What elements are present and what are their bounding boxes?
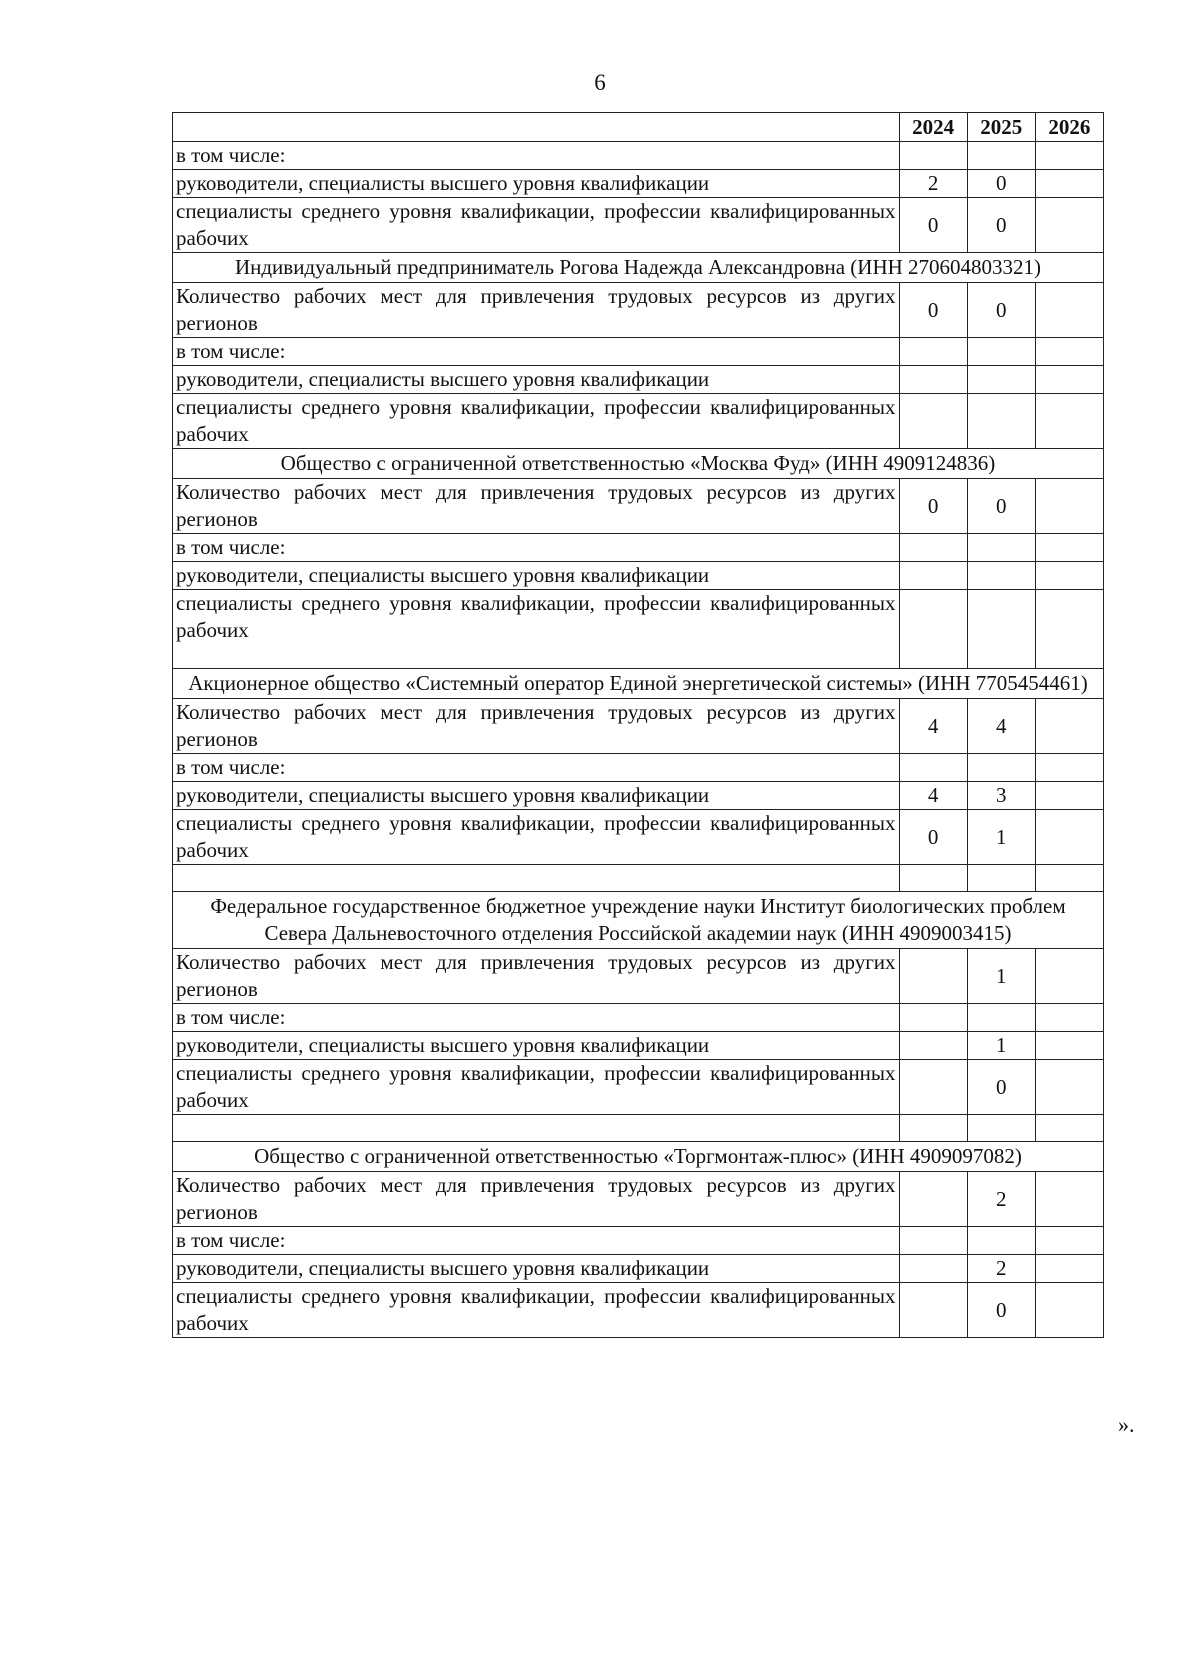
value-cell [967,366,1035,394]
value-cell [1035,1283,1103,1338]
value-cell [899,1283,967,1338]
value-cell [1035,283,1103,338]
value-cell [1035,1032,1103,1060]
org-name: Общество с ограниченной ответственностью «Торгмонтаж-плюс» (ИНН 4909097082) [173,1142,1104,1172]
including-label: в том числе: [173,338,900,366]
page-number: 6 [594,70,606,95]
specialists-label: специалисты среднего уровня квалификации, профессии квалифицированных рабочих [173,810,900,865]
including-label: в том числе: [173,1227,900,1255]
total-label: Количество рабочих мест для привлечения трудовых ресурсов из других регионов [173,699,900,754]
table-row [173,534,1104,562]
table-row [173,949,1104,1004]
total-label: Количество рабочих мест для привлечения трудовых ресурсов из других регионов [173,283,900,338]
value-cell: 0 [967,170,1035,198]
org-name: Индивидуальный предприниматель Рогова Надежда Александровна (ИНН 270604803321) [173,253,1104,283]
value-cell: 2 [967,1172,1035,1227]
value-cell [899,366,967,394]
value-cell [899,394,967,449]
table-row [173,810,1104,865]
value-cell [899,1060,967,1115]
table-row [173,1283,1104,1338]
managers-label: руководители, специалисты высшего уровня квалификации [173,782,900,810]
table-row [173,562,1104,590]
value-cell: 0 [967,1060,1035,1115]
table-row [173,394,1104,449]
specialists-label: специалисты среднего уровня квалификации, профессии квалифицированных рабочих [173,198,900,253]
value-cell [1035,590,1103,669]
org-name: Федеральное государственное бюджетное учреждение науки Институт биологических проблем Севера Дальневосточного отделения Российской академии наук (ИНН 4909003415) [173,892,1104,949]
org-name: Акционерное общество «Системный оператор Единой энергетической системы» (ИНН 7705454461) [173,669,1104,699]
year-2026-header: 2026 [1035,113,1103,142]
value-cell [1035,170,1103,198]
value-cell [1035,949,1103,1004]
including-label: в том числе: [173,534,900,562]
value-cell [1035,1172,1103,1227]
including-label: в том числе: [173,754,900,782]
year-2024-header: 2024 [899,113,967,142]
table-row [173,1172,1104,1227]
blank-row [173,865,1104,892]
table-row [173,1255,1104,1283]
value-cell: 1 [967,810,1035,865]
value-cell: 4 [899,699,967,754]
specialists-label: специалисты среднего уровня квалификации, профессии квалифицированных рабочих [173,1060,900,1115]
managers-label: руководители, специалисты высшего уровня квалификации [173,170,900,198]
table-row [173,1060,1104,1115]
value-cell: 3 [967,782,1035,810]
value-cell [1035,810,1103,865]
year-2025-header: 2025 [967,113,1035,142]
value-cell: 1 [967,1032,1035,1060]
value-cell [1035,479,1103,534]
table-row [173,1032,1104,1060]
header-empty-cell [173,113,900,142]
value-cell: 4 [967,699,1035,754]
closing-quote-mark: ». [1118,1412,1135,1437]
including-label: в том числе: [173,1004,900,1032]
value-cell: 0 [899,198,967,253]
value-cell: 4 [899,782,967,810]
value-cell [967,562,1035,590]
total-label: Количество рабочих мест для привлечения трудовых ресурсов из других регионов [173,1172,900,1227]
table-row [173,283,1104,338]
specialists-label: специалисты среднего уровня квалификации, профессии квалифицированных рабочих [173,394,900,449]
org-name: Общество с ограниченной ответственностью «Москва Фуд» (ИНН 4909124836) [173,449,1104,479]
table-row [173,170,1104,198]
value-cell: 0 [899,283,967,338]
value-cell [1035,1060,1103,1115]
value-cell: 2 [967,1255,1035,1283]
managers-label: руководители, специалисты высшего уровня квалификации [173,1255,900,1283]
header-row [173,113,1104,142]
table-row [173,338,1104,366]
total-label: Количество рабочих мест для привлечения трудовых ресурсов из других регионов [173,949,900,1004]
table-row [173,198,1104,253]
managers-label: руководители, специалисты высшего уровня квалификации [173,1032,900,1060]
value-cell [899,590,967,669]
managers-label: руководители, специалисты высшего уровня квалификации [173,562,900,590]
value-cell [899,562,967,590]
table-row [173,142,1104,170]
value-cell: 0 [899,479,967,534]
table-row [173,1227,1104,1255]
value-cell: 2 [899,170,967,198]
managers-label: руководители, специалисты высшего уровня квалификации [173,366,900,394]
value-cell [1035,394,1103,449]
org-header-row [173,892,1104,949]
value-cell [899,1255,967,1283]
value-cell [1035,699,1103,754]
specialists-label: специалисты среднего уровня квалификации, профессии квалифицированных рабочих [173,590,900,669]
value-cell: 0 [967,479,1035,534]
org-header-row [173,449,1104,479]
value-cell [967,590,1035,669]
value-cell [1035,562,1103,590]
value-cell [899,949,967,1004]
org-header-row [173,669,1104,699]
value-cell: 0 [899,810,967,865]
value-cell [1035,782,1103,810]
table-row [173,1004,1104,1032]
org-header-row [173,1142,1104,1172]
value-cell [1035,366,1103,394]
value-cell: 0 [967,283,1035,338]
table-row [173,590,1104,669]
value-cell [1035,1255,1103,1283]
blank-row [173,1115,1104,1142]
total-label: Количество рабочих мест для привлечения трудовых ресурсов из других регионов [173,479,900,534]
value-cell [899,1032,967,1060]
workplaces-table [172,112,1104,1338]
table-row [173,479,1104,534]
org-header-row [173,253,1104,283]
value-cell [967,394,1035,449]
value-cell: 0 [967,198,1035,253]
table-row [173,699,1104,754]
table-row [173,366,1104,394]
table-row [173,782,1104,810]
specialists-label: специалисты среднего уровня квалификации, профессии квалифицированных рабочих [173,1283,900,1338]
table-row [173,754,1104,782]
value-cell [1035,198,1103,253]
including-label: в том числе: [173,142,900,170]
value-cell: 1 [967,949,1035,1004]
value-cell [899,1172,967,1227]
value-cell: 0 [967,1283,1035,1338]
